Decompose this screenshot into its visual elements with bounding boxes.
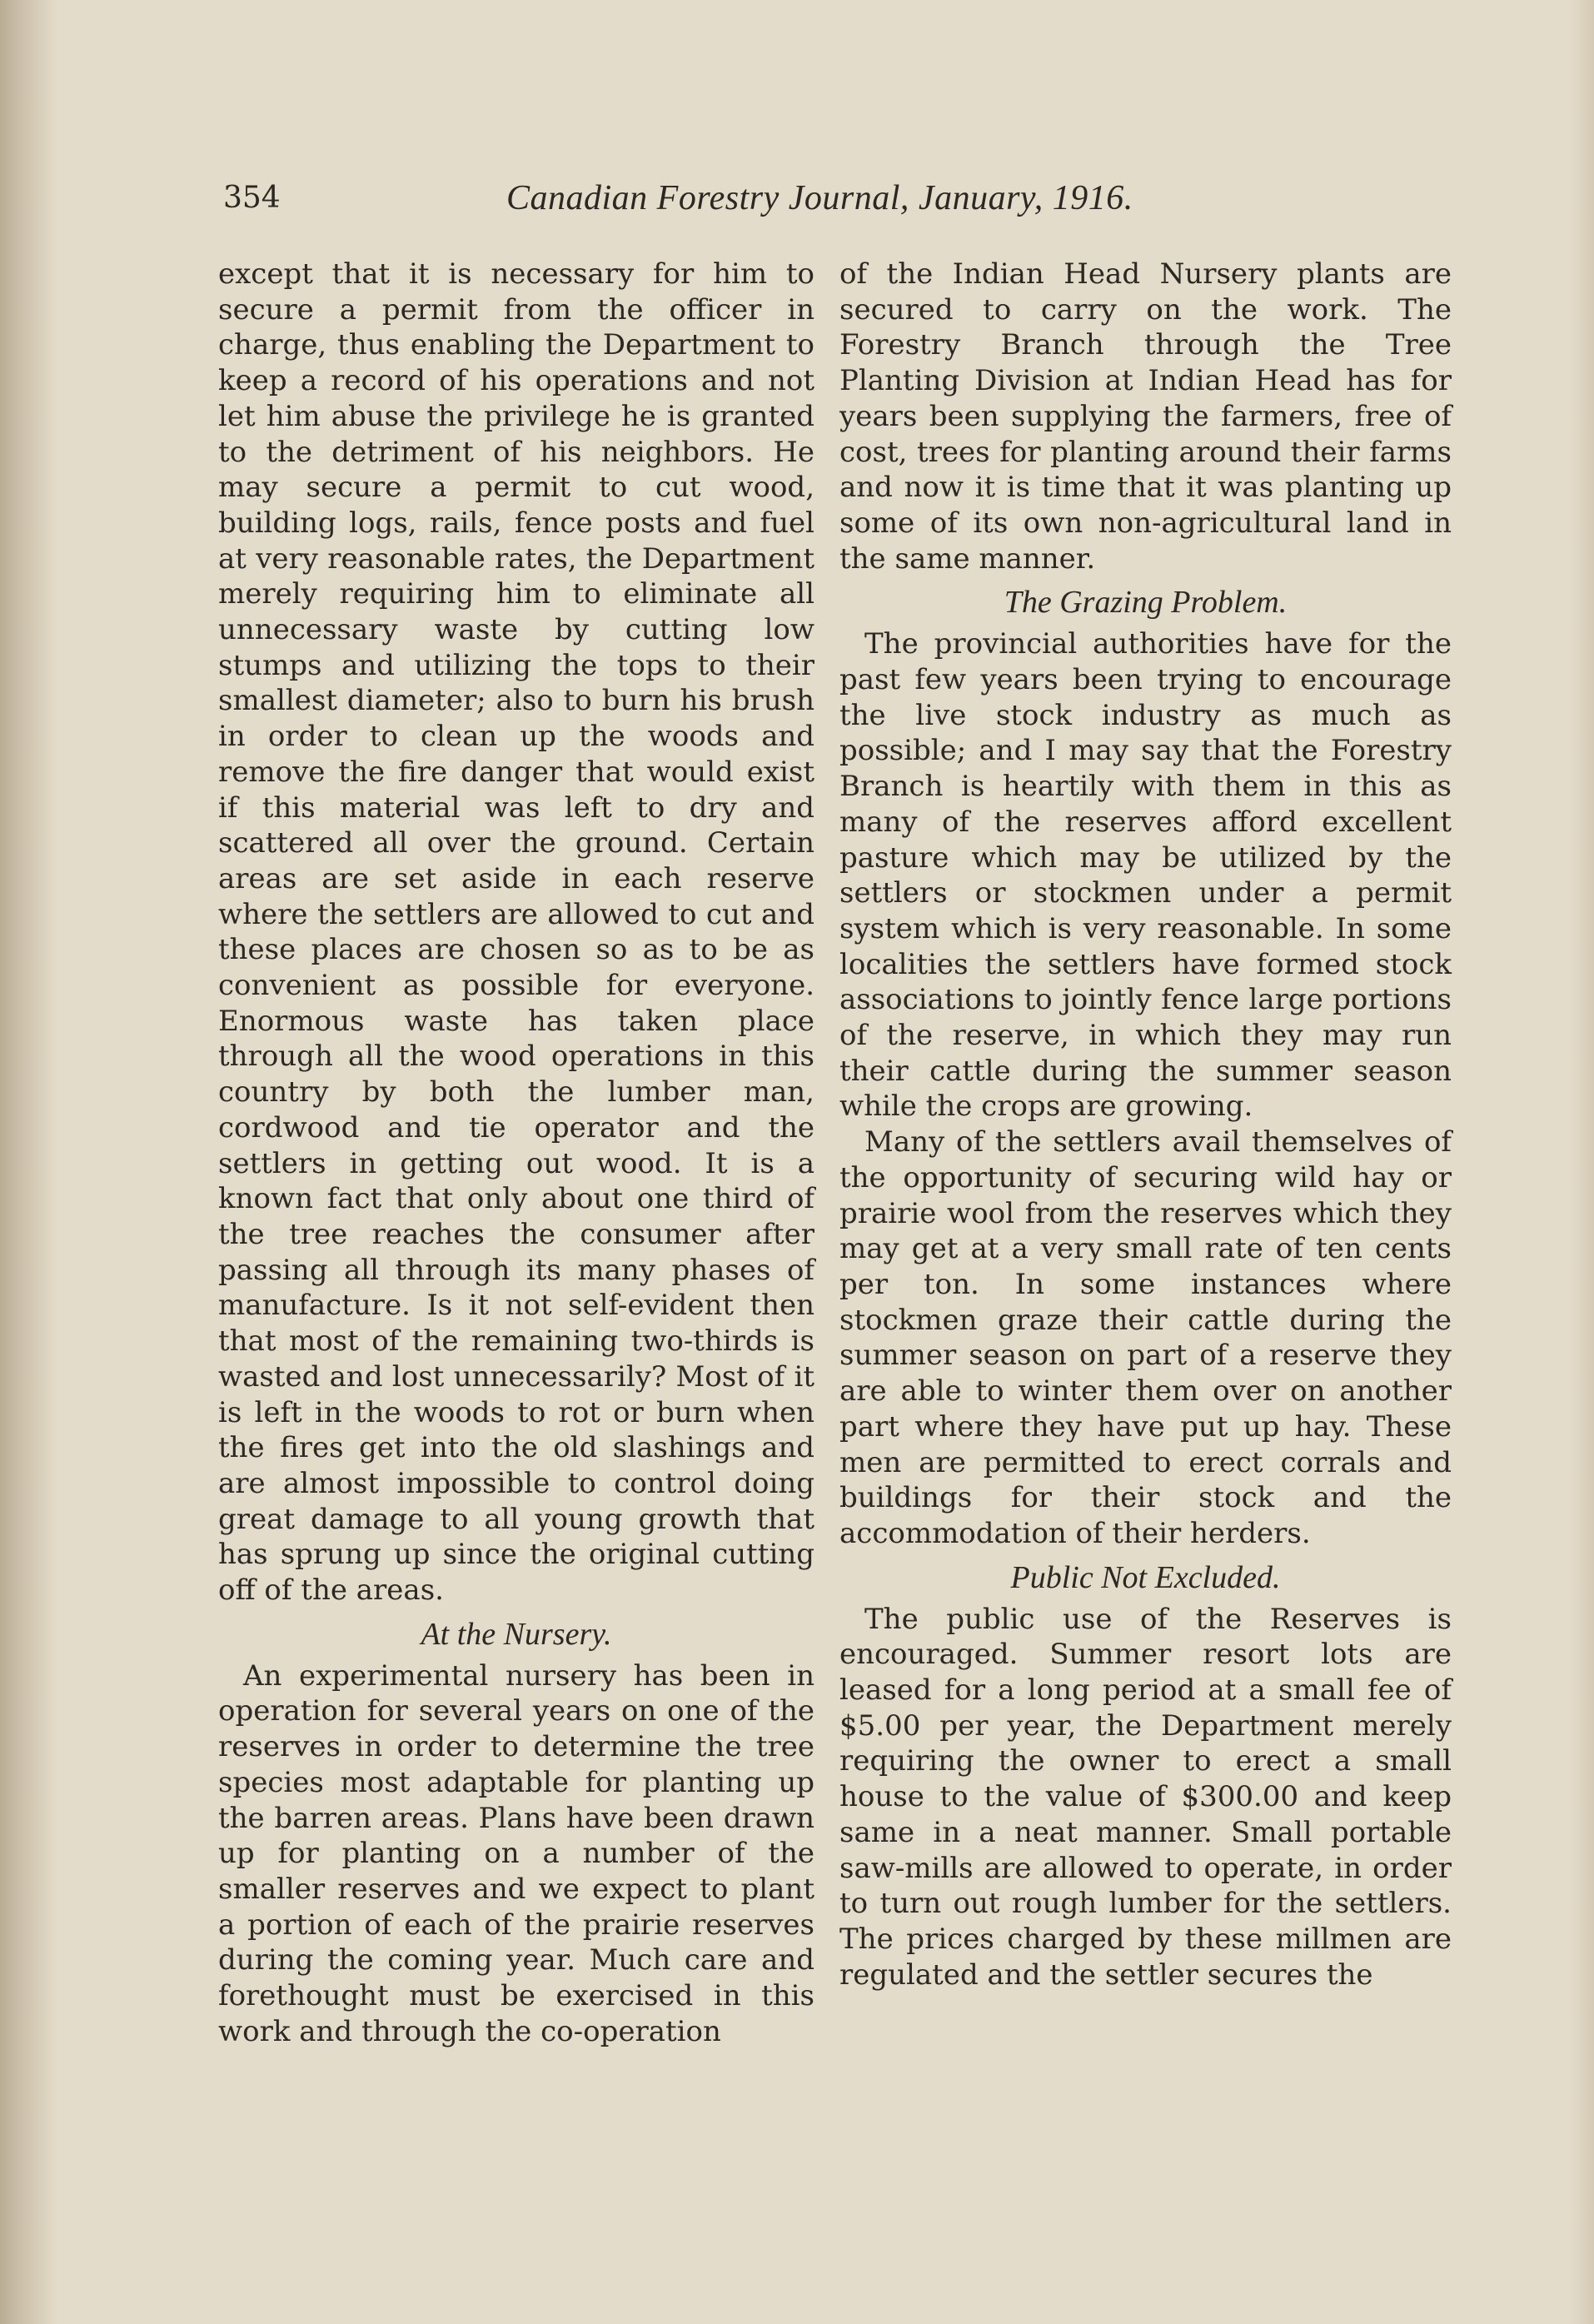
heading-at-the-nursery: At the Nursery. [421, 1616, 612, 1652]
left-paragraph-2: An experimental nursery has been in operation for several years on one of the reserves in order to determine the tree species most adaptable for planting up the barren areas. Plans have been drawn up for planting on a number of the smaller reserves and we expect to plant a portion of each of the prairie reserves during the coming year. Much care and forethought must be exercised in this work and through the co-operation [218, 1658, 814, 2048]
page-binding-shadow [0, 0, 58, 2324]
right-column [839, 257, 1452, 1992]
right-paragraph-2: The provincial authorities have for the past few years been trying to encourage the live stock industry as much as possible; and I may say that the Forestry Branch is heartily with them in this as many of the reserves afford excellent pasture which may be utilized by the settlers or stockmen under a permit system which is very reasonable. In some localities the settlers have formed stock associations to jointly fence large portions of the reserve, in which they may run their cattle during the summer season while the crops are growing. [839, 627, 1452, 1124]
page-edge-shadow [1569, 0, 1594, 2324]
running-head: Canadian Forestry Journal, January, 1916. [506, 179, 1133, 217]
left-paragraph-1: except that it is necessary for him to secure a permit from the officer in charge, thus enabling the Department to keep a record of his operations and not let him abuse the privilege he is granted to the detriment of his neighbors. He may secure a permit to cut wood, building logs, rails, fence posts and fuel at very reasonable rates, the Department merely requiring him to eliminate all unnecessary waste by cutting low stumps and utilizing the tops to their smallest diameter; also to burn his brush in order to clean up the woods and remove the fire danger that would exist if this material was left to dry and scattered all over the ground. Certain areas are set aside in each reserve where the settlers are allowed to cut and these places are chosen so as to be as convenient as possible for everyone. Enormous waste has taken place through all the wood operations in this country by both the lumber man, cordwood and tie operator and the settlers in getting out wood. It is a known fact that only about one third of the tree reaches the consumer after passing all through its many phases of manufacture. Is it not self-evident then that most of the remaining two-thirds is wasted and lost unnecessarily? Most of it is left in the woods to rot or burn when the fires get into the old slashings and are almost impossible to control doing great damage to all young growth that has sprung up since the original cutting off of the areas. [218, 257, 814, 1608]
page-header [223, 173, 1189, 223]
left-column [218, 257, 814, 2049]
heading-public-not-excluded: Public Not Excluded. [1010, 1559, 1281, 1595]
right-paragraph-3: Many of the settlers avail themselves of the opportunity of securing wild hay or prairie wool from the reserves which they may get at a very small rate of ten cents per ton. In some instances where stockmen graze their cattle during the summer season on part of a reserve they are able to winter them over on another part where they have put up hay. These men are permitted to erect corrals and buildings for their stock and the accommodation of their herders. [839, 1125, 1452, 1550]
page-number: 354 [223, 181, 281, 215]
right-paragraph-1: of the Indian Head Nursery plants are secured to carry on the work. The Forestry Branch through the Tree Planting Division at Indian Head has for years been supplying the farmers, free of cost, trees for planting around their farms and now it is time that it was planting up some of its own non-agricultural land in the same manner. [839, 257, 1452, 576]
right-paragraph-4: The public use of the Reserves is encouraged. Summer resort lots are leased for a long period at a small fee of $5.00 per year, the Department merely requiring the owner to erect a small house to the value of $300.00 and keep same in a neat manner. Small portable saw-mills are allowed to operate, in order to turn out rough lumber for the settlers. The prices charged by these millmen are regulated and the settler secures the [839, 1602, 1452, 1992]
heading-grazing-problem: The Grazing Problem. [1004, 585, 1288, 621]
